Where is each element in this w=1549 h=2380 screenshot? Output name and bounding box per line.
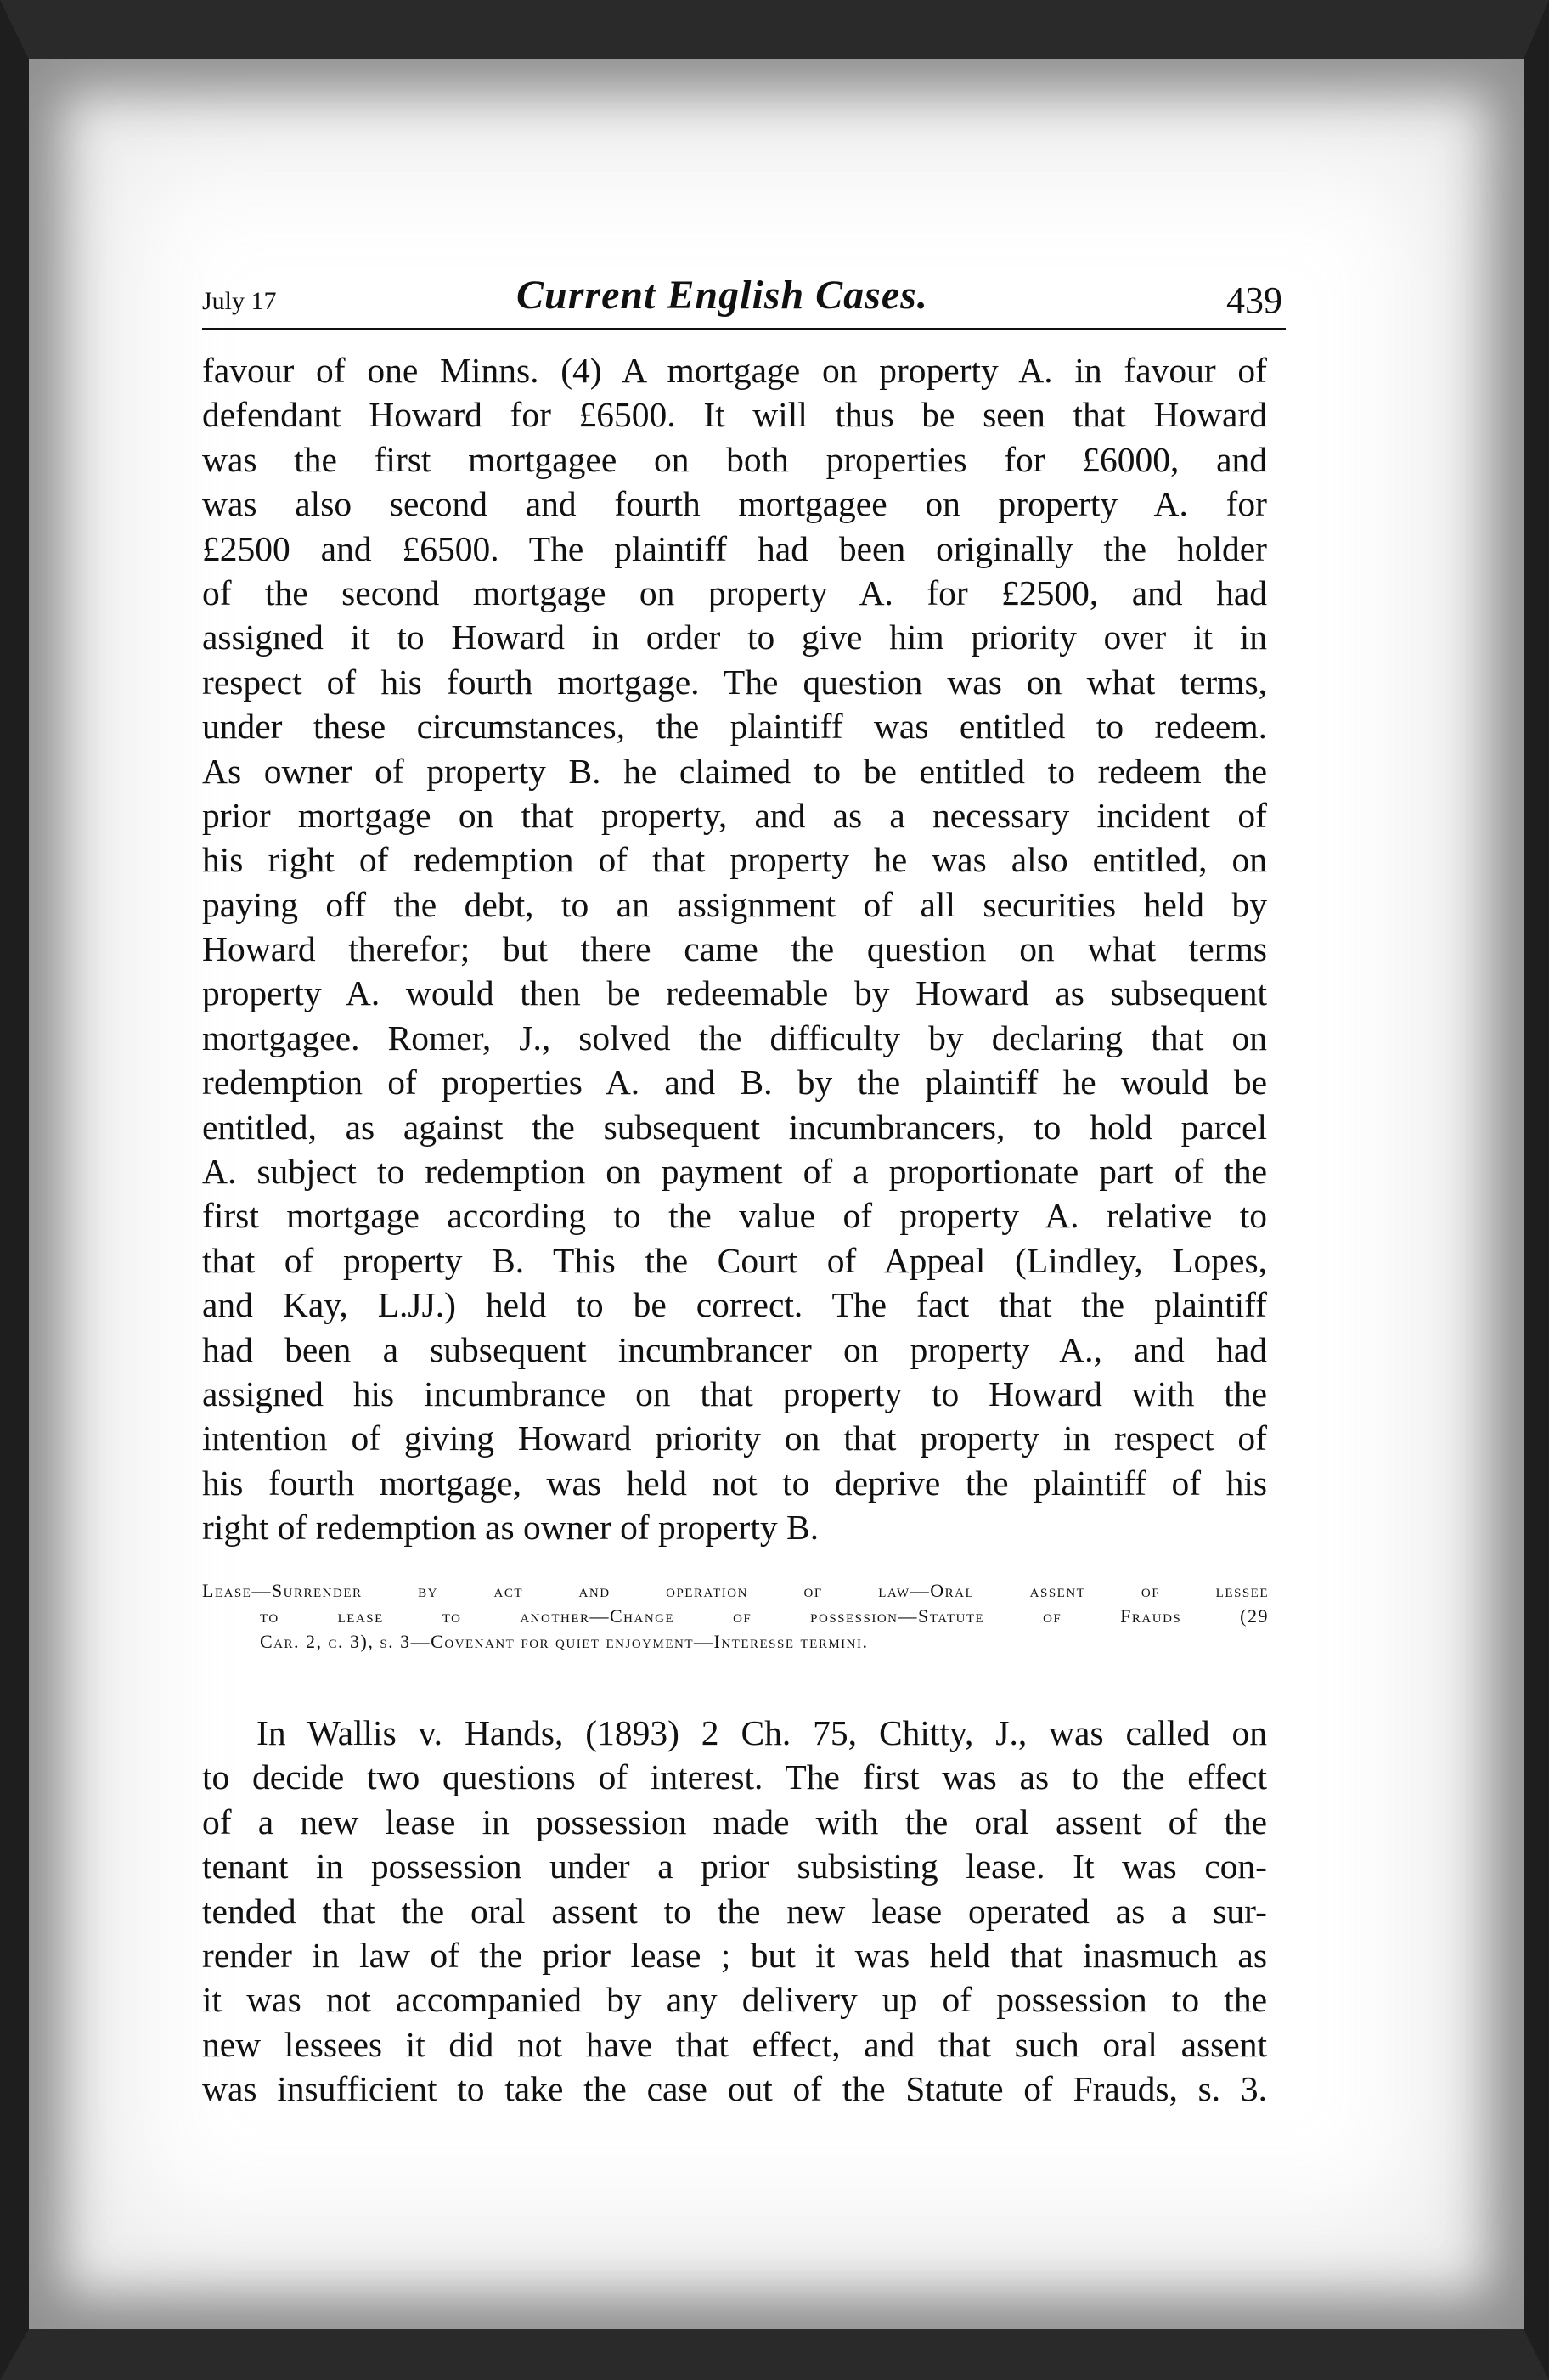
header-title: Current English Cases. xyxy=(516,273,928,318)
text-line: favour of one Minns. (4) A mortgage on property A. in favour of xyxy=(202,351,1267,390)
text-line: respect of his fourth mortgage. The question was on what terms, xyxy=(202,662,1267,702)
text-line: mortgagee. Romer, J., solved the difficulty by declaring that on xyxy=(202,1018,1267,1057)
text-line: £2500 and £6500. The plaintiff had been originally the holder xyxy=(202,528,1267,568)
text-line: of a new lease in possession made with the oral assent of the xyxy=(202,1802,1267,1841)
case-paragraph-2 xyxy=(202,1711,1267,2112)
text-line: his right of redemption of that property he was also entitled, on xyxy=(202,840,1267,880)
text-line: was the first mortgagee on both properties for £6000, and xyxy=(202,439,1267,479)
text-line: As owner of property B. he claimed to be entitled to redeem the xyxy=(202,751,1267,791)
text-line: intention of giving Howard priority on that property in respect of xyxy=(202,1418,1267,1458)
text-line: his fourth mortgage, was held not to deprive the plaintiff of his xyxy=(202,1463,1267,1503)
text-line: entitled, as against the subsequent incumbrancers, to hold parcel xyxy=(202,1107,1267,1147)
text-line: had been a subsequent incumbrancer on property A., and had xyxy=(202,1329,1267,1369)
text-line: of the second mortgage on property A. for £2500, and had xyxy=(202,572,1267,612)
text-line: tenant in possession under a prior subsisting lease. It was con- xyxy=(202,1847,1267,1887)
text-line: to decide two questions of interest. The first was as to the effect xyxy=(202,1757,1267,1797)
text-line: tended that the oral assent to the new lease operated as a sur- xyxy=(202,1891,1267,1931)
text-line: Howard therefor; but there came the question on what terms xyxy=(202,929,1267,969)
running-header xyxy=(202,240,1286,330)
text-line: and Kay, L.JJ.) held to be correct. The fact that the plaintiff xyxy=(202,1285,1267,1325)
text-line: prior mortgage on that property, and as a necessary incident of xyxy=(202,795,1267,835)
text-line: redemption of properties A. and B. by the plaintiff he would be xyxy=(202,1063,1267,1103)
header-date: July 17 xyxy=(202,287,277,315)
text-line: was also second and fourth mortgagee on property A. for xyxy=(202,484,1267,524)
text-line: first mortgage according to the value of property A. relative to xyxy=(202,1196,1267,1236)
headnote-line: Car. 2, c. 3), s. 3—Covenant for quiet enjoyment—Interesse termini. xyxy=(260,1631,869,1652)
case-paragraph-1 xyxy=(202,348,1267,1550)
text-line: In Wallis v. Hands, (1893) 2 Ch. 75, Chitty, J., was called on xyxy=(256,1713,1267,1752)
text-line: was insufficient to take the case out of the Statute of Frauds, s. 3. xyxy=(202,2069,1267,2109)
text-line: defendant Howard for £6500. It will thus be seen that Howard xyxy=(202,395,1267,435)
text-line: A. subject to redemption on payment of a proportionate part of the xyxy=(202,1152,1267,1192)
text-line: property A. would then be redeemable by Howard as subsequent xyxy=(202,973,1267,1013)
text-line: assigned it to Howard in order to give him priority over it in xyxy=(202,618,1267,657)
text-line: assigned his incumbrance on that property to Howard with the xyxy=(202,1373,1267,1413)
text-line: paying off the debt, to an assignment of all securities held by xyxy=(202,884,1267,924)
text-line: right of redemption as owner of property B. xyxy=(202,1508,820,1548)
headnote-line: to lease to another—Change of possession—Statute of Frauds (29 xyxy=(260,1605,1269,1627)
text-line: that of property B. This the Court of Appeal (Lindley, Lopes, xyxy=(202,1240,1267,1280)
case-headnote xyxy=(202,1578,1269,1655)
text-line: it was not accompanied by any delivery up of possession to the xyxy=(202,1980,1267,2020)
text-line: render in law of the prior lease ; but it was held that inasmuch as xyxy=(202,1935,1267,1975)
page-number: 439 xyxy=(1226,279,1282,321)
text-line: under these circumstances, the plaintiff was entitled to redeem. xyxy=(202,707,1267,747)
headnote-line: Lease—Surrender by act and operation of law—Oral assent of lessee xyxy=(202,1580,1269,1601)
text-line: new lessees it did not have that effect, and that such oral assent xyxy=(202,2024,1267,2064)
